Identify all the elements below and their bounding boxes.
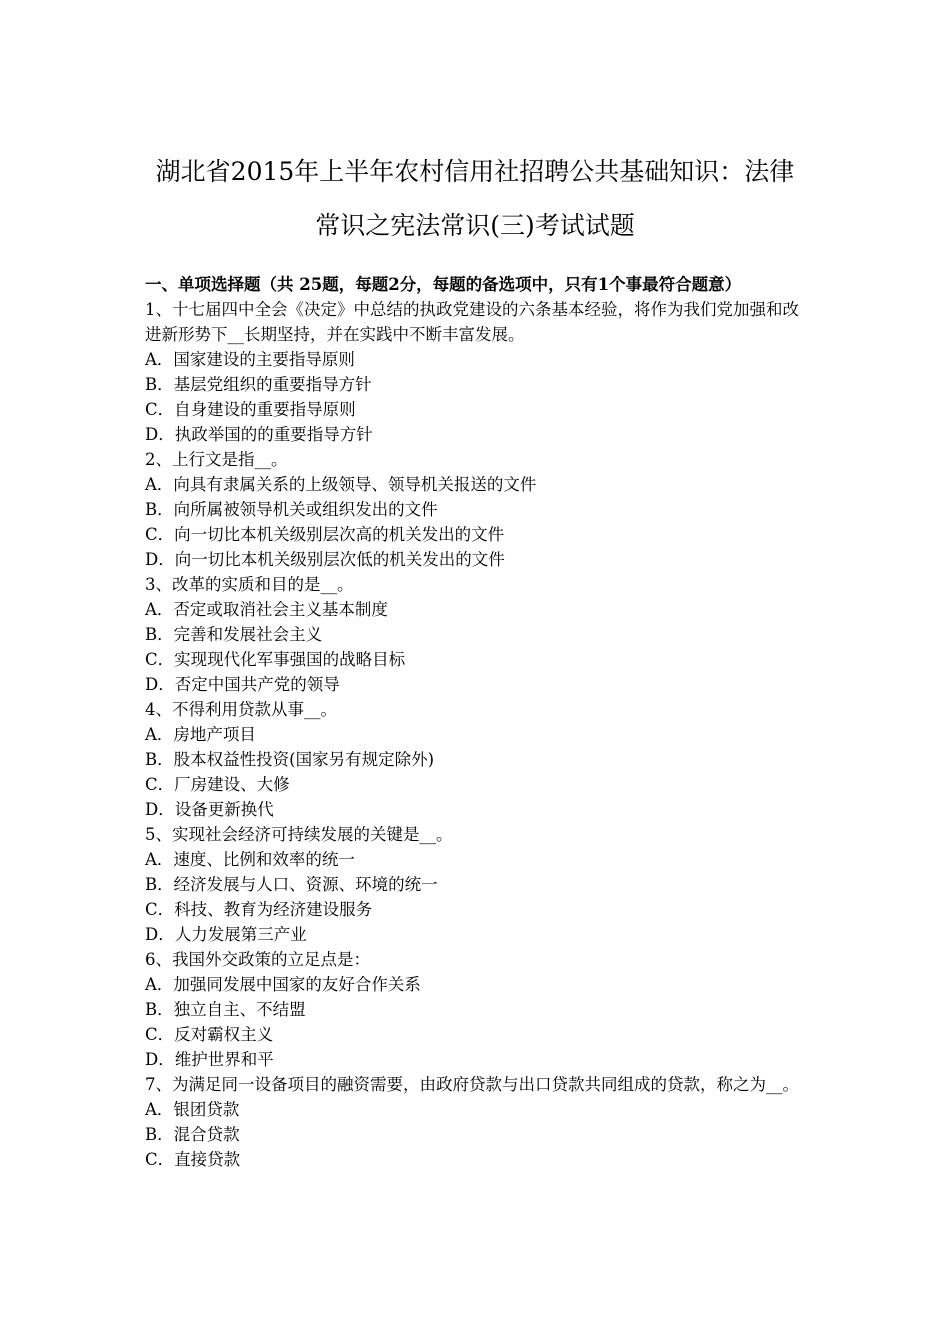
question-2 <box>145 447 810 572</box>
option-c: C．厂房建设、大修 <box>145 775 290 794</box>
question-text: 1、十七届四中全会《决定》中总结的执政党建设的六条基本经验，将作为我们党加强和改进新形势下__长期坚持，并在实践中不断丰富发展。 <box>145 300 799 344</box>
question-1 <box>145 297 810 447</box>
option-d: D．人力发展第三产业 <box>145 925 307 944</box>
option-c: C．自身建设的重要指导原则 <box>145 400 356 419</box>
option-a: A．加强同发展中国家的友好合作关系 <box>145 975 421 994</box>
option-a: A．否定或取消社会主义基本制度 <box>145 600 388 619</box>
option-a: A．银团贷款 <box>145 1100 240 1119</box>
option-c: C．直接贷款 <box>145 1150 241 1169</box>
option-b: B．基层党组织的重要指导方针 <box>145 375 372 394</box>
section-heading: 一、单项选择题（共 25题，每题2分，每题的备选项中，只有1个事最符合题意） <box>145 275 742 294</box>
question-7 <box>145 1072 810 1172</box>
question-text: 4、不得利用贷款从事__。 <box>145 700 337 719</box>
option-c: C．实现现代化军事强国的战略目标 <box>145 650 406 669</box>
option-c: C．反对霸权主义 <box>145 1025 274 1044</box>
question-5 <box>145 822 810 947</box>
option-d: D．维护世界和平 <box>145 1050 274 1069</box>
question-text: 7、为满足同一设备项目的融资需要，由政府贷款与出口贷款共同组成的贷款，称之为__。 <box>145 1075 799 1094</box>
document-title <box>110 145 840 253</box>
option-b: B．混合贷款 <box>145 1125 240 1144</box>
option-b: B．经济发展与人口、资源、环境的统一 <box>145 875 438 894</box>
title-line-1: 湖北省2015年上半年农村信用社招聘公共基础知识：法律 <box>155 157 795 186</box>
document-body <box>145 272 810 1172</box>
option-b: B．完善和发展社会主义 <box>145 625 323 644</box>
question-text: 5、实现社会经济可持续发展的关键是__。 <box>145 825 453 844</box>
option-c: C．向一切比本机关级别层次高的机关发出的文件 <box>145 525 505 544</box>
option-a: A．速度、比例和效率的统一 <box>145 850 355 869</box>
question-text: 6、我国外交政策的立足点是： <box>145 950 370 969</box>
question-3 <box>145 572 810 697</box>
option-d: D．执政举国的的重要指导方针 <box>145 425 373 444</box>
option-b: B．股本权益性投资(国家另有规定除外) <box>145 750 434 769</box>
option-b: B．独立自主、不结盟 <box>145 1000 306 1019</box>
title-line-2: 常识之宪法常识(三)考试试题 <box>315 211 635 240</box>
option-c: C．科技、教育为经济建设服务 <box>145 900 373 919</box>
option-a: A．向具有隶属关系的上级领导、领导机关报送的文件 <box>145 475 537 494</box>
option-a: A．国家建设的主要指导原则 <box>145 350 355 369</box>
question-4 <box>145 697 810 822</box>
option-d: D．设备更新换代 <box>145 800 274 819</box>
option-b: B．向所属被领导机关或组织发出的文件 <box>145 500 438 519</box>
question-6 <box>145 947 810 1072</box>
option-d: D．向一切比本机关级别层次低的机关发出的文件 <box>145 550 505 569</box>
option-a: A．房地产项目 <box>145 725 256 744</box>
question-text: 3、改革的实质和目的是__。 <box>145 575 354 594</box>
option-d: D．否定中国共产党的领导 <box>145 675 340 694</box>
question-text: 2、上行文是指__。 <box>145 450 288 469</box>
